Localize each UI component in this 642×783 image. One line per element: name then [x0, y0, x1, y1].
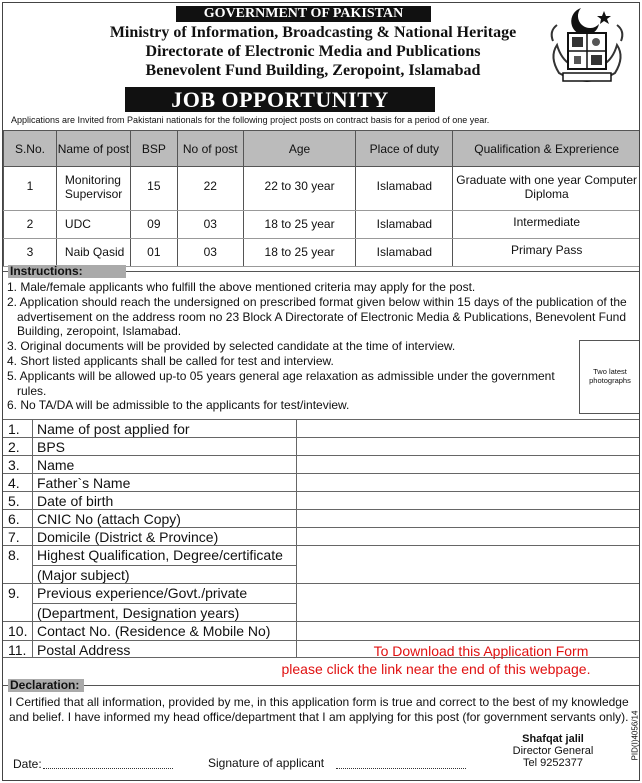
address-title: Benevolent Fund Building, Zeropoint, Islamabad [145, 62, 481, 79]
table-cell: 22 to 30 year [243, 167, 356, 211]
form-row [3, 583, 640, 621]
field-divider [296, 492, 297, 509]
table-cell: Primary Pass [453, 239, 640, 267]
declaration-divider [3, 685, 640, 686]
declaration-label: Declaration: [8, 679, 84, 692]
table-cell: Naib Qasid [56, 239, 130, 267]
field-number: 10. [3, 622, 33, 640]
pid-number [626, 703, 640, 773]
table-header-row [4, 131, 641, 167]
table-row [4, 211, 641, 239]
column-header: S.No. [4, 131, 57, 167]
table-cell: Islamabad [356, 211, 453, 239]
photograph-box: Two latest photographs [579, 340, 640, 414]
table-cell: 3 [4, 239, 57, 267]
government-title: GOVERNMENT OF PAKISTAN [176, 6, 431, 22]
table-cell: 1 [4, 167, 57, 211]
table-cell: 18 to 25 year [243, 239, 356, 267]
field-label: Father`s Name [37, 475, 131, 491]
download-note-line-1: To Download this Application Form [373, 643, 589, 659]
state-emblem-icon [541, 5, 633, 85]
field-number: 8. [3, 546, 33, 583]
table-cell: 18 to 25 year [243, 211, 356, 239]
table-cell: Graduate with one year Computer Diploma [453, 167, 640, 211]
field-divider [296, 510, 297, 527]
instruction-item: 1. Male/female applicants who fulfill the above mentioned criteria may apply for the post. [7, 280, 476, 294]
column-header: No of post [177, 131, 243, 167]
field-divider [296, 546, 297, 583]
jobs-table [3, 130, 640, 267]
field-label: Contact No. (Residence & Mobile No) [37, 623, 271, 639]
form-row [3, 491, 640, 509]
table-cell: UDC [56, 211, 130, 239]
table-cell: 2 [4, 211, 57, 239]
field-label: Name of post applied for [37, 421, 190, 437]
field-divider [296, 438, 297, 455]
column-header: Name of post [56, 131, 130, 167]
download-note-line-2: please click the link near the end of this webpage. [281, 661, 591, 677]
field-number: 6. [3, 510, 33, 527]
field-label-secondary: (Major subject) [33, 565, 296, 584]
form-row [3, 527, 640, 545]
date-label: Date: [13, 757, 42, 771]
form-row [3, 545, 640, 583]
table-cell: Monitoring Supervisor [56, 167, 130, 211]
column-header: BSP [130, 131, 177, 167]
date-line [43, 768, 173, 769]
instruction-item: 5. Applicants will be allowed up-to 05 years general age relaxation as admissible under the government rules. [7, 369, 555, 398]
table-cell: Islamabad [356, 239, 453, 267]
field-label: Previous experience/Govt./private [37, 585, 248, 601]
field-label: CNIC No (attach Copy) [37, 511, 181, 527]
officer-tel: Tel 9252377 [523, 757, 583, 769]
table-cell: 15 [130, 167, 177, 211]
directorate-title: Directorate of Electronic Media and Publications [145, 43, 481, 60]
table-row [4, 239, 641, 267]
field-divider [296, 641, 297, 657]
form-row [3, 473, 640, 491]
field-label: Date of birth [37, 493, 114, 509]
field-label: Highest Qualification, Degree/certificate [37, 547, 283, 563]
instructions-label: Instructions: [8, 265, 126, 278]
field-label: Domicile (District & Province) [37, 529, 219, 545]
table-cell: 09 [130, 211, 177, 239]
form-row [3, 419, 640, 437]
field-label: Name [37, 457, 75, 473]
director-general-block [493, 733, 613, 769]
officer-name: Shafqat jalil [522, 733, 584, 745]
form-row [3, 509, 640, 527]
table-cell: Islamabad [356, 167, 453, 211]
declaration-text: I Certified that all information, provided by me, in this application form is true and correct to the best of my knowledge and belief. I have informed my head office/department that I am applying for this post (for government servants only). [9, 695, 629, 724]
field-number: 11. [3, 641, 33, 657]
field-number: 3. [3, 456, 33, 473]
instruction-item: 3. Original documents will be provided by selected candidate at the time of interview. [7, 339, 456, 353]
field-divider [296, 528, 297, 545]
field-divider [296, 622, 297, 640]
column-header: Place of duty [356, 131, 453, 167]
field-label: BPS [37, 439, 66, 455]
pid-text: PID(I)4056/14 [630, 710, 640, 761]
signature-line [336, 768, 466, 769]
field-divider [296, 456, 297, 473]
signature-label: Signature of applicant [208, 756, 325, 770]
column-header: Qualification & Exprerience [453, 131, 640, 167]
field-number: 7. [3, 528, 33, 545]
field-divider [296, 420, 297, 437]
table-cell: 03 [177, 211, 243, 239]
intro-text: Applications are Invited from Pakistani nationals for the following project posts on contract basis for a period of one year. [11, 115, 490, 125]
form-row [3, 621, 640, 640]
form-row [3, 437, 640, 455]
field-number: 2. [3, 438, 33, 455]
field-divider [296, 474, 297, 491]
column-header: Age [243, 131, 356, 167]
table-cell: Intermediate [453, 211, 640, 239]
instruction-item: 6. No TA/DA will be admissible to the applicants for test/inteview. [7, 398, 350, 412]
download-note [281, 642, 640, 678]
table-row [4, 167, 641, 211]
table-cell: 01 [130, 239, 177, 267]
instruction-item: 4. Short listed applicants shall be called for test and interview. [7, 354, 334, 368]
form-row [3, 455, 640, 473]
job-opportunity-banner: JOB OPPORTUNITY [125, 87, 435, 112]
field-number: 1. [3, 420, 33, 437]
field-number: 5. [3, 492, 33, 509]
officer-title: Director General [512, 745, 594, 757]
header [3, 3, 640, 85]
table-cell: 03 [177, 239, 243, 267]
instruction-item: 2. Application should reach the undersigned on prescribed format given below within 15 days of the publication of the advertisement on the address room no 23 Block A Directorate of Electronic Media & Publications, Benevolent Fund Building, zeropoint, Islamabad. [7, 295, 627, 339]
field-label: Postal Address [37, 642, 131, 658]
ministry-title: Ministry of Information, Broadcasting & National Heritage [109, 24, 517, 41]
field-number: 4. [3, 474, 33, 491]
advertisement-page [2, 2, 640, 781]
field-label-secondary: (Department, Designation years) [33, 603, 296, 622]
field-divider [296, 584, 297, 621]
table-cell: 22 [177, 167, 243, 211]
field-number: 9. [3, 584, 33, 621]
